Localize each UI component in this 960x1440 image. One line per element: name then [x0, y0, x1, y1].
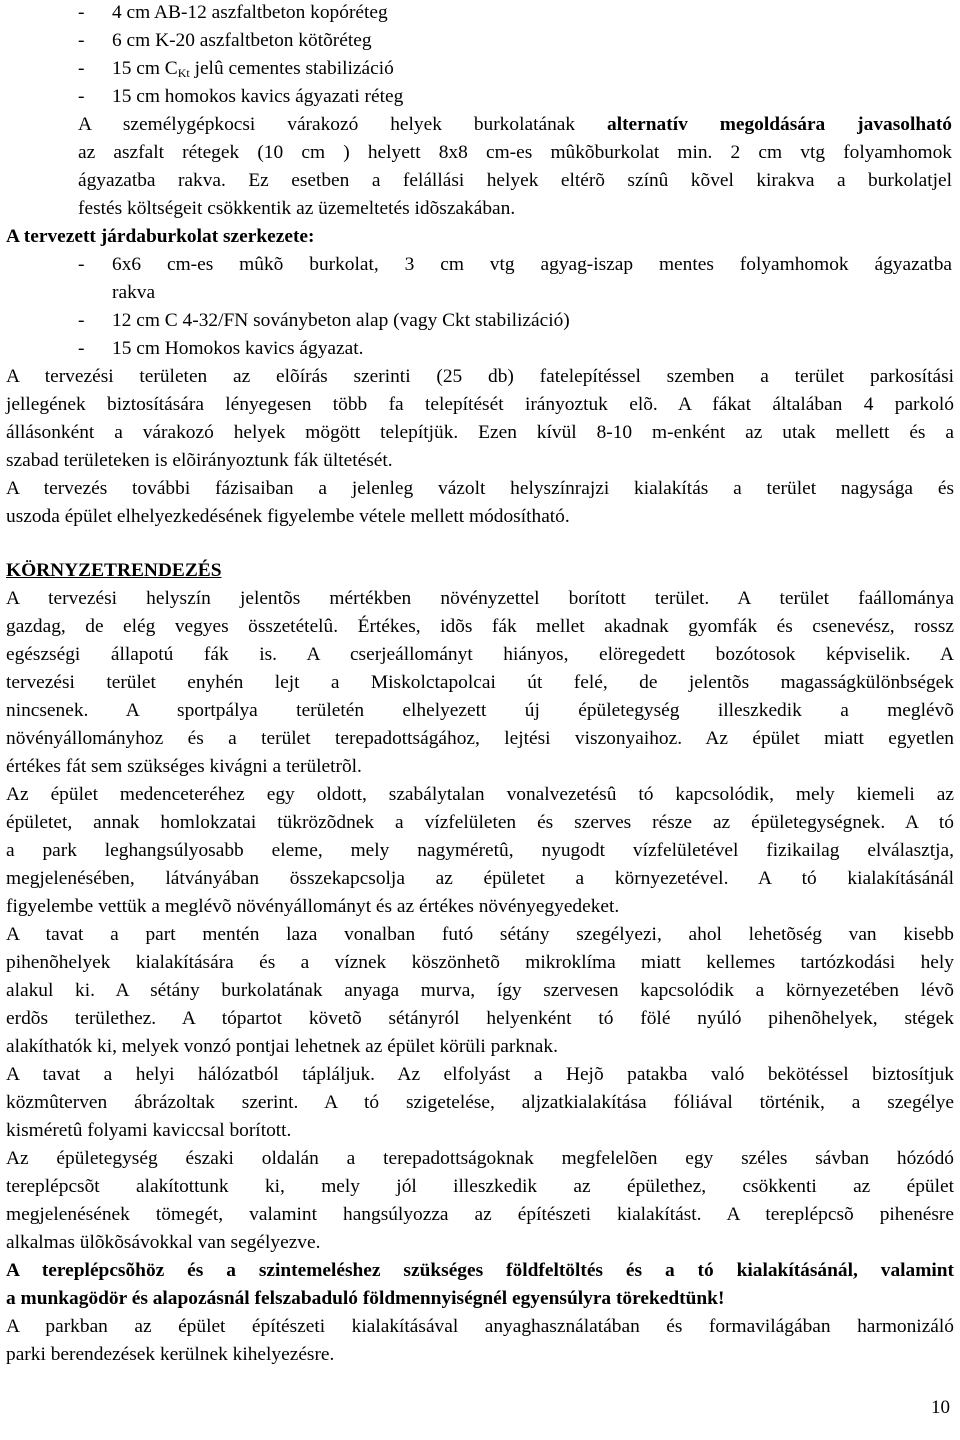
paragraph-line: nincsenek. A sportpálya területén elhelyezett új épületegység illeszkedik a meglévõ [6, 700, 954, 721]
paragraph-line: egészségi állapotú fák is. A cserjeállományt hiányos, elöregedett bozótosok képviselik. A [6, 644, 954, 665]
paragraph-line: értékes fát sem szükséges kivágni a területrõl. [6, 756, 362, 777]
paragraph-line: figyelembe vettük a meglévõ növényállományt és az értékes növényegyedeket. [6, 896, 620, 917]
list-item: 15 cm $C_{Kt}$ jelû cementes stabilizáció [112, 58, 394, 80]
list-item: 12 cm C 4-32/FN soványbeton alap (vagy Ckt stabilizáció) [112, 310, 570, 331]
paragraph-line: épületet, annak homlokzatai tükrözõdnek a vízfelületen és szerves része az épületegységnek. A tó [6, 812, 954, 833]
paragraph-line: erdõs területhez. A tópartot követõ sétányról helyenként tó fölé nyúló pihenõhelyek, stégek [6, 1008, 954, 1029]
list-item: 15 cm Homokos kavics ágyazat. [112, 338, 364, 359]
paragraph-line: megjelenésében, látványában összekapcsolja az épületet a környezetével. A tó kialakításánál [6, 868, 954, 889]
paragraph-line: megjelenésének tömegét, valamint hangsúlyozza az építészeti kialakítást. A tereplépcsõ pihenésre [6, 1204, 954, 1225]
list-item: 6 cm K-20 aszfaltbeton kötõréteg [112, 30, 372, 51]
paragraph-line: növényállományhoz és a terület terepadottságához, lejtési viszonyaihoz. Az épület miatt egyetlen [6, 728, 954, 749]
paragraph-line: alakíthatók ki, melyek vonzó pontjai lehetnek az épület körüli parknak. [6, 1036, 558, 1057]
list-dash: - [78, 30, 85, 51]
paragraph-line: közmûterven ábrázoltak szerint. A tó szigetelése, aljzatkialakítása fóliával történik, a szegélye [6, 1092, 954, 1113]
list-item: 6x6 cm-es mûkõ burkolat, 3 cm vtg agyag-iszap mentes folyamhomok ágyazatba [112, 254, 952, 275]
paragraph-line: uszoda épület elhelyezkedésének figyelembe vétele mellett módosítható. [6, 506, 570, 527]
paragraph-line: Az épületegység északi oldalán a terepadottságoknak megfelelõen egy széles sávban hózódó [6, 1148, 954, 1169]
paragraph-line: A parkban az épület építészeti kialakításával anyaghasználatában és formavilágában harmonizáló [6, 1316, 954, 1337]
paragraph-line: alakul ki. A sétány burkolatának anyaga murva, így szervesen kapcsolódik a környezetében lévõ [6, 980, 954, 1001]
emphasis-line: A tereplépcsõhöz és a szintemeléshez szükséges földfeltöltés és a tó kialakításánál, valamint [6, 1260, 954, 1281]
paragraph-line: A tervezési helyszín jelentõs mértékben növényzettel borított terület. A terület faállománya [6, 588, 954, 609]
paragraph-line: gazdag, de elég vegyes összetételû. Értékes, idõs fák mellet akadnak gyomfák és csenevész, rossz [6, 616, 954, 637]
section-heading: A tervezett járdaburkolat szerkezete: [6, 226, 315, 247]
list-item-continuation: rakva [112, 282, 156, 303]
section-heading: KÖRNYZETRENDEZÉS [6, 560, 222, 581]
paragraph-line: A személygépkocsi várakozó helyek burkolatának alternatív megoldására javasolható [78, 114, 952, 135]
list-dash: - [78, 2, 85, 23]
paragraph-line: szabad területeken is elõirányoztunk fák ültetését. [6, 450, 393, 471]
paragraph-line: tereplépcsõt alakítottunk ki, mely jól illeszkedik az épülethez, csökkenti az épület [6, 1176, 954, 1197]
paragraph-line: pihenõhelyek kialakítására és a víznek köszönhetõ mikroklíma miatt kellemes tartózkodási hely [6, 952, 954, 973]
list-dash: - [78, 58, 85, 79]
paragraph-line: festés költségeit csökkentik az üzemeltetés idõszakában. [78, 198, 516, 219]
paragraph-line: állásonként a várakozó helyek mögött telepítjük. Ezen kívül 8-10 m-enként az utak mellett és a [6, 422, 954, 443]
page-number: 10 [931, 1397, 950, 1418]
paragraph-line: tervezési terület enyhén lejt a Miskolctapolcai út felé, de jelentõs magasságkülönbségek [6, 672, 954, 693]
paragraph-line: A tavat a helyi hálózatból tápláljuk. Az elfolyást a Hejõ patakba való bekötéssel biztosítjuk [6, 1064, 954, 1085]
emphasis-line: a munkagödör és alapozásnál felszabaduló földmennyiségnél egyensúlyra törekedtünk! [6, 1288, 725, 1309]
list-dash: - [78, 86, 85, 107]
list-dash: - [78, 254, 85, 275]
list-dash: - [78, 338, 85, 359]
paragraph-line: az aszfalt rétegek (10 cm ) helyett 8x8 cm-es mûkõburkolat min. 2 cm vtg folyamhomok [78, 142, 952, 163]
paragraph-line: A tervezés további fázisaiban a jelenleg vázolt helyszínrajzi kialakítás a terület nagysága és [6, 478, 954, 499]
paragraph-line: A tavat a part mentén laza vonalban futó sétány szegélyezi, ahol lehetõség van kisebb [6, 924, 954, 945]
paragraph-line: a park leghangsúlyosabb eleme, mely nagyméretû, nyugodt vízfelületével fizikailag elválasztja, [6, 840, 954, 861]
paragraph-line: Az épület medenceteréhez egy oldott, szabálytalan vonalvezetésû tó kapcsolódik, mely kiemeli az [6, 784, 954, 805]
paragraph-line: ágyazatba rakva. Ez esetben a felállási helyek eltérõ színû kõvel kirakva a burkolatjel [78, 170, 952, 191]
paragraph-line: jellegének biztosítására lényegesen több fa telepítését irányoztuk elõ. A fákat általában 4 parkoló [6, 394, 954, 415]
list-item: 4 cm AB-12 aszfaltbeton kopóréteg [112, 2, 388, 23]
paragraph-line: kisméretû folyami kaviccsal borított. [6, 1120, 292, 1141]
list-dash: - [78, 310, 85, 331]
paragraph-line: parki berendezések kerülnek kihelyezésre. [6, 1344, 335, 1365]
paragraph-line: A tervezési területen az elõírás szerinti (25 db) fatelepítéssel szemben a terület parkosítási [6, 366, 954, 387]
list-item: 15 cm homokos kavics ágyazati réteg [112, 86, 404, 107]
paragraph-line: alkalmas ülõkõsávokkal van segélyezve. [6, 1232, 321, 1253]
